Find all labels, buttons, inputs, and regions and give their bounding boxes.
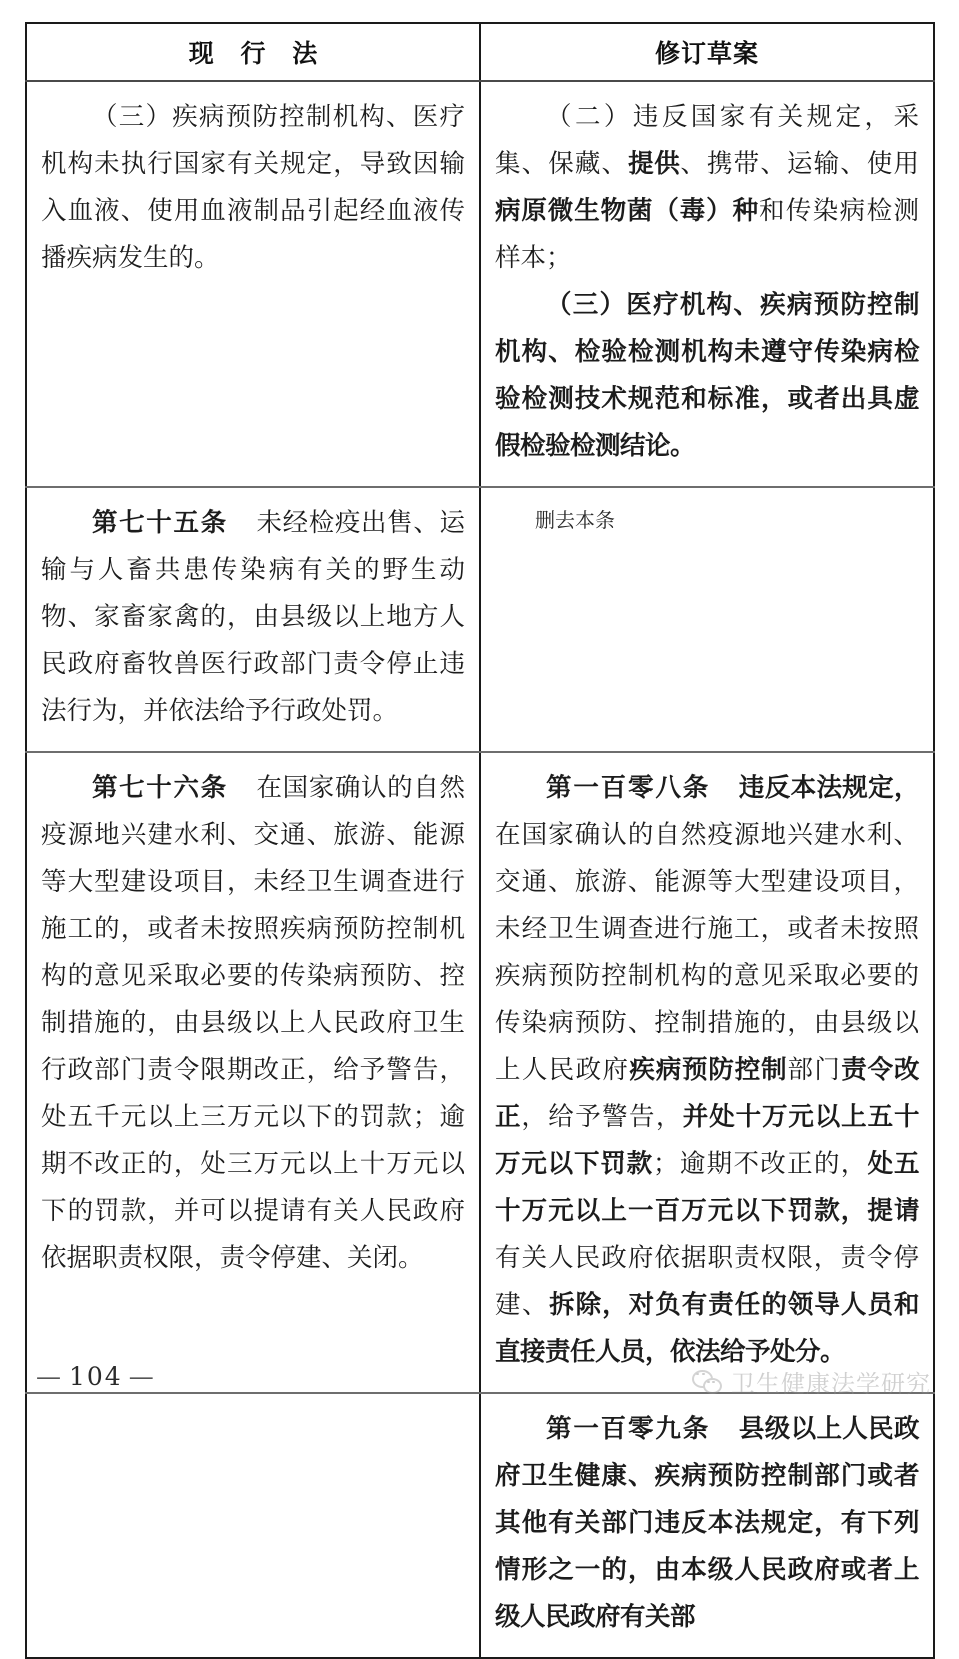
text-run: ；逾期不改正的， — [652, 1149, 868, 1179]
text-run: 在国家确认的自然疫源地兴建水利、交通、旅游、能源等大型建设项目，未经卫生调查进行施工，或者未按照疾病预防控制机构的意见采取必要的传染病预防、控制措施的，由县级以上人民政府 — [495, 820, 919, 1085]
watermark-label: 卫生健康法学研究 — [731, 1370, 931, 1398]
page-footer — [0, 1362, 959, 1417]
column-header-revision-draft — [480, 23, 934, 81]
table-header-row — [26, 23, 934, 81]
text-run-emphasis: 并处十万元以上五十万元以下罚款 — [495, 1102, 919, 1179]
watermark — [692, 1364, 931, 1399]
article-number: 第一百零九条 — [546, 1414, 711, 1444]
text-run-emphasis: 处五十万元以上一百万元以下罚款，提请 — [495, 1149, 919, 1226]
text-run: 和传染病检测样本； — [495, 196, 919, 273]
table-row — [26, 81, 934, 487]
paragraph — [495, 282, 919, 470]
text-run: 、携带、运输、使用 — [680, 149, 919, 179]
table-row — [26, 752, 934, 1393]
paragraph — [41, 94, 465, 282]
text-run: （二）违反国家有关规定，采集、保藏、 — [495, 102, 919, 179]
text-run: ，给予警告， — [521, 1102, 683, 1132]
text-run-emphasis: 疾病预防控制 — [629, 1055, 788, 1085]
article-number: 第一百零八条 — [546, 773, 711, 803]
text-run: （三）疾病预防控制机构、医疗机构未执行国家有关规定，导致因输入血液、使用血液制品引起经血液传播疾病发生的。 — [41, 102, 465, 273]
paragraph — [495, 765, 919, 1376]
table-cell-right — [480, 81, 934, 487]
page-number — [30, 1362, 162, 1391]
table-cell-left — [26, 487, 480, 752]
text-run: 在国家确认的自然疫源地兴建水利、交通、旅游、能源等大型建设项目，未经卫生调查进行施工的，或者未按照疾病预防控制机构的意见采取必要的传染病预防、控制措施的，由县级以上人民政府卫生行政部门责令限期改正，给予警告，处五千元以上三万元以下的罚款；逾期不改正的，处三万元以上十万元以下的罚款，并可以提请有关人民政府依据职责权限，责令停建、关闭。 — [41, 773, 465, 1273]
text-run-emphasis: 拆除，对负有责任的领导人员和直接责任人员，依法给予处分。 — [495, 1290, 919, 1367]
text-run-emphasis: 责令改正 — [495, 1055, 919, 1132]
text-run: 未经检疫出售、运输与人畜共患传染病有关的野生动物、家畜家禽的，由县级以上地方人民政府畜牧兽医行政部门责令停止违法行为，并依法给予行政处罚。 — [41, 508, 465, 726]
column-header-current-law — [26, 23, 480, 81]
text-run-emphasis: 县级以上人民政府卫生健康、疾病预防控制部门或者其他有关部门违反本法规定，有下列情形之一的，由本级人民政府或者上级人民政府有关部 — [495, 1414, 919, 1632]
table-row — [26, 1393, 934, 1658]
page-number-dash-left: — — [36, 1362, 63, 1391]
table-body — [26, 81, 934, 1658]
paragraph — [41, 500, 465, 735]
paragraph — [495, 1406, 919, 1641]
text-run-emphasis: 违反本法规定， — [738, 773, 919, 803]
article-number: 第七十五条 — [92, 508, 228, 538]
table-cell-right — [480, 752, 934, 1393]
column-header-current-law-label: 现 行 法 — [188, 39, 327, 68]
table-cell-left-empty — [26, 1393, 480, 1658]
wechat-icon — [692, 1369, 722, 1395]
text-run-emphasis: 病原微生物菌（毒）种 — [495, 196, 759, 226]
text-run-emphasis: （三）医疗机构、疾病预防控制机构、检验检测机构未遵守传染病检验检测技术规范和标准，或者出具虚假检验检测结论。 — [495, 290, 919, 461]
deleted-article-note: 删去本条 — [535, 508, 615, 532]
table-cell-left — [26, 81, 480, 487]
table-cell-right — [480, 487, 934, 752]
table-cell-right — [480, 1393, 934, 1658]
column-header-revision-draft-label: 修订草案 — [654, 39, 759, 68]
page-number-dash-right: — — [128, 1362, 156, 1391]
table-cell-left — [26, 752, 480, 1393]
text-run-emphasis: 提供 — [628, 149, 681, 179]
paragraph — [41, 765, 465, 1282]
text-run: 有关人民政府依据职责权限，责令停建、 — [495, 1243, 919, 1320]
page-number-value: 104 — [69, 1362, 123, 1391]
paragraph — [495, 94, 919, 282]
table-row — [26, 487, 934, 752]
text-run: 部门 — [787, 1055, 842, 1085]
table-header — [26, 23, 934, 81]
article-number: 第七十六条 — [92, 773, 228, 803]
